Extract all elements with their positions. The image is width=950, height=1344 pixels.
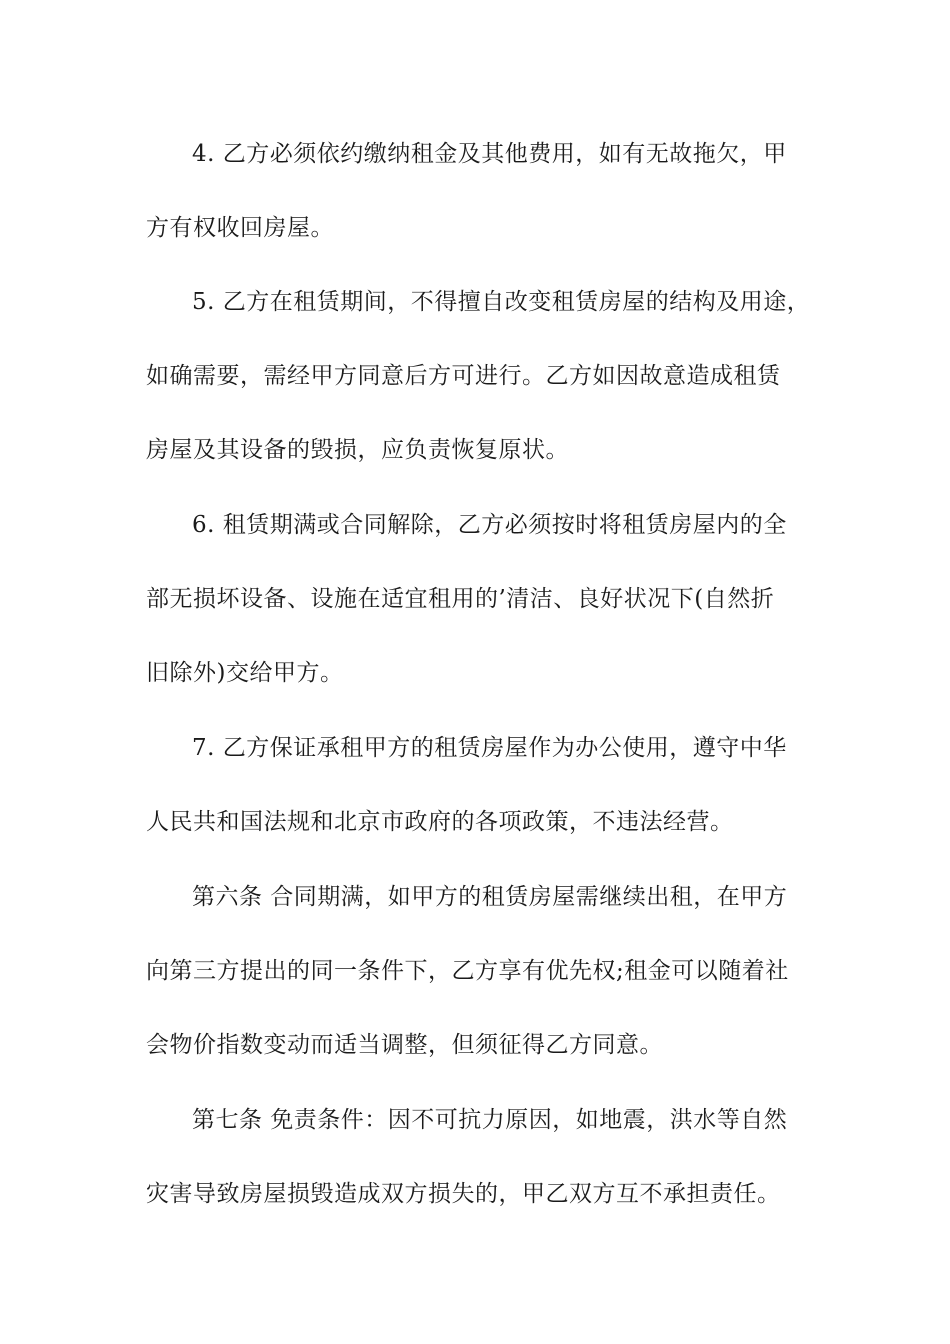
article-7-line-2: 灾害导致房屋损毁造成双方损失的，甲乙双方互不承担责任。 <box>146 1181 781 1207</box>
clause-7-line-2: 人民共和国法规和北京市政府的各项政策，不违法经营。 <box>146 809 734 835</box>
clause-5-line-3: 房屋及其设备的毁损，应负责恢复原状。 <box>146 437 569 463</box>
article-7-line-1: 第七条 免责条件：因不可抗力原因，如地震，洪水等自然 <box>192 1107 788 1133</box>
clause-4-line-2: 方有权收回房屋。 <box>146 215 334 241</box>
article-6-line-3: 会物价指数变动而适当调整，但须征得乙方同意。 <box>146 1032 663 1058</box>
clause-4-line-1: 4. 乙方必须依约缴纳租金及其他费用，如有无故拖欠，甲 <box>192 141 787 167</box>
clause-6-line-3: 旧除外)交给甲方。 <box>146 660 344 686</box>
clause-5-line-2: 如确需要，需经甲方同意后方可进行。乙方如因故意造成租赁 <box>146 363 781 389</box>
clause-6-line-2: 部无损坏设备、设施在适宜租用的’清洁、良好状况下(自然折 <box>146 586 775 612</box>
article-6-line-1: 第六条 合同期满，如甲方的租赁房屋需继续出租，在甲方 <box>192 884 788 910</box>
clause-5-line-1: 5. 乙方在租赁期间，不得擅自改变租赁房屋的结构及用途， <box>192 289 811 315</box>
article-6-line-2: 向第三方提出的同一条件下，乙方享有优先权;租金可以随着社 <box>146 958 789 984</box>
clause-7-line-1: 7. 乙方保证承租甲方的租赁房屋作为办公使用，遵守中华 <box>192 735 787 761</box>
clause-6-line-1: 6. 租赁期满或合同解除，乙方必须按时将租赁房屋内的全 <box>192 512 787 538</box>
